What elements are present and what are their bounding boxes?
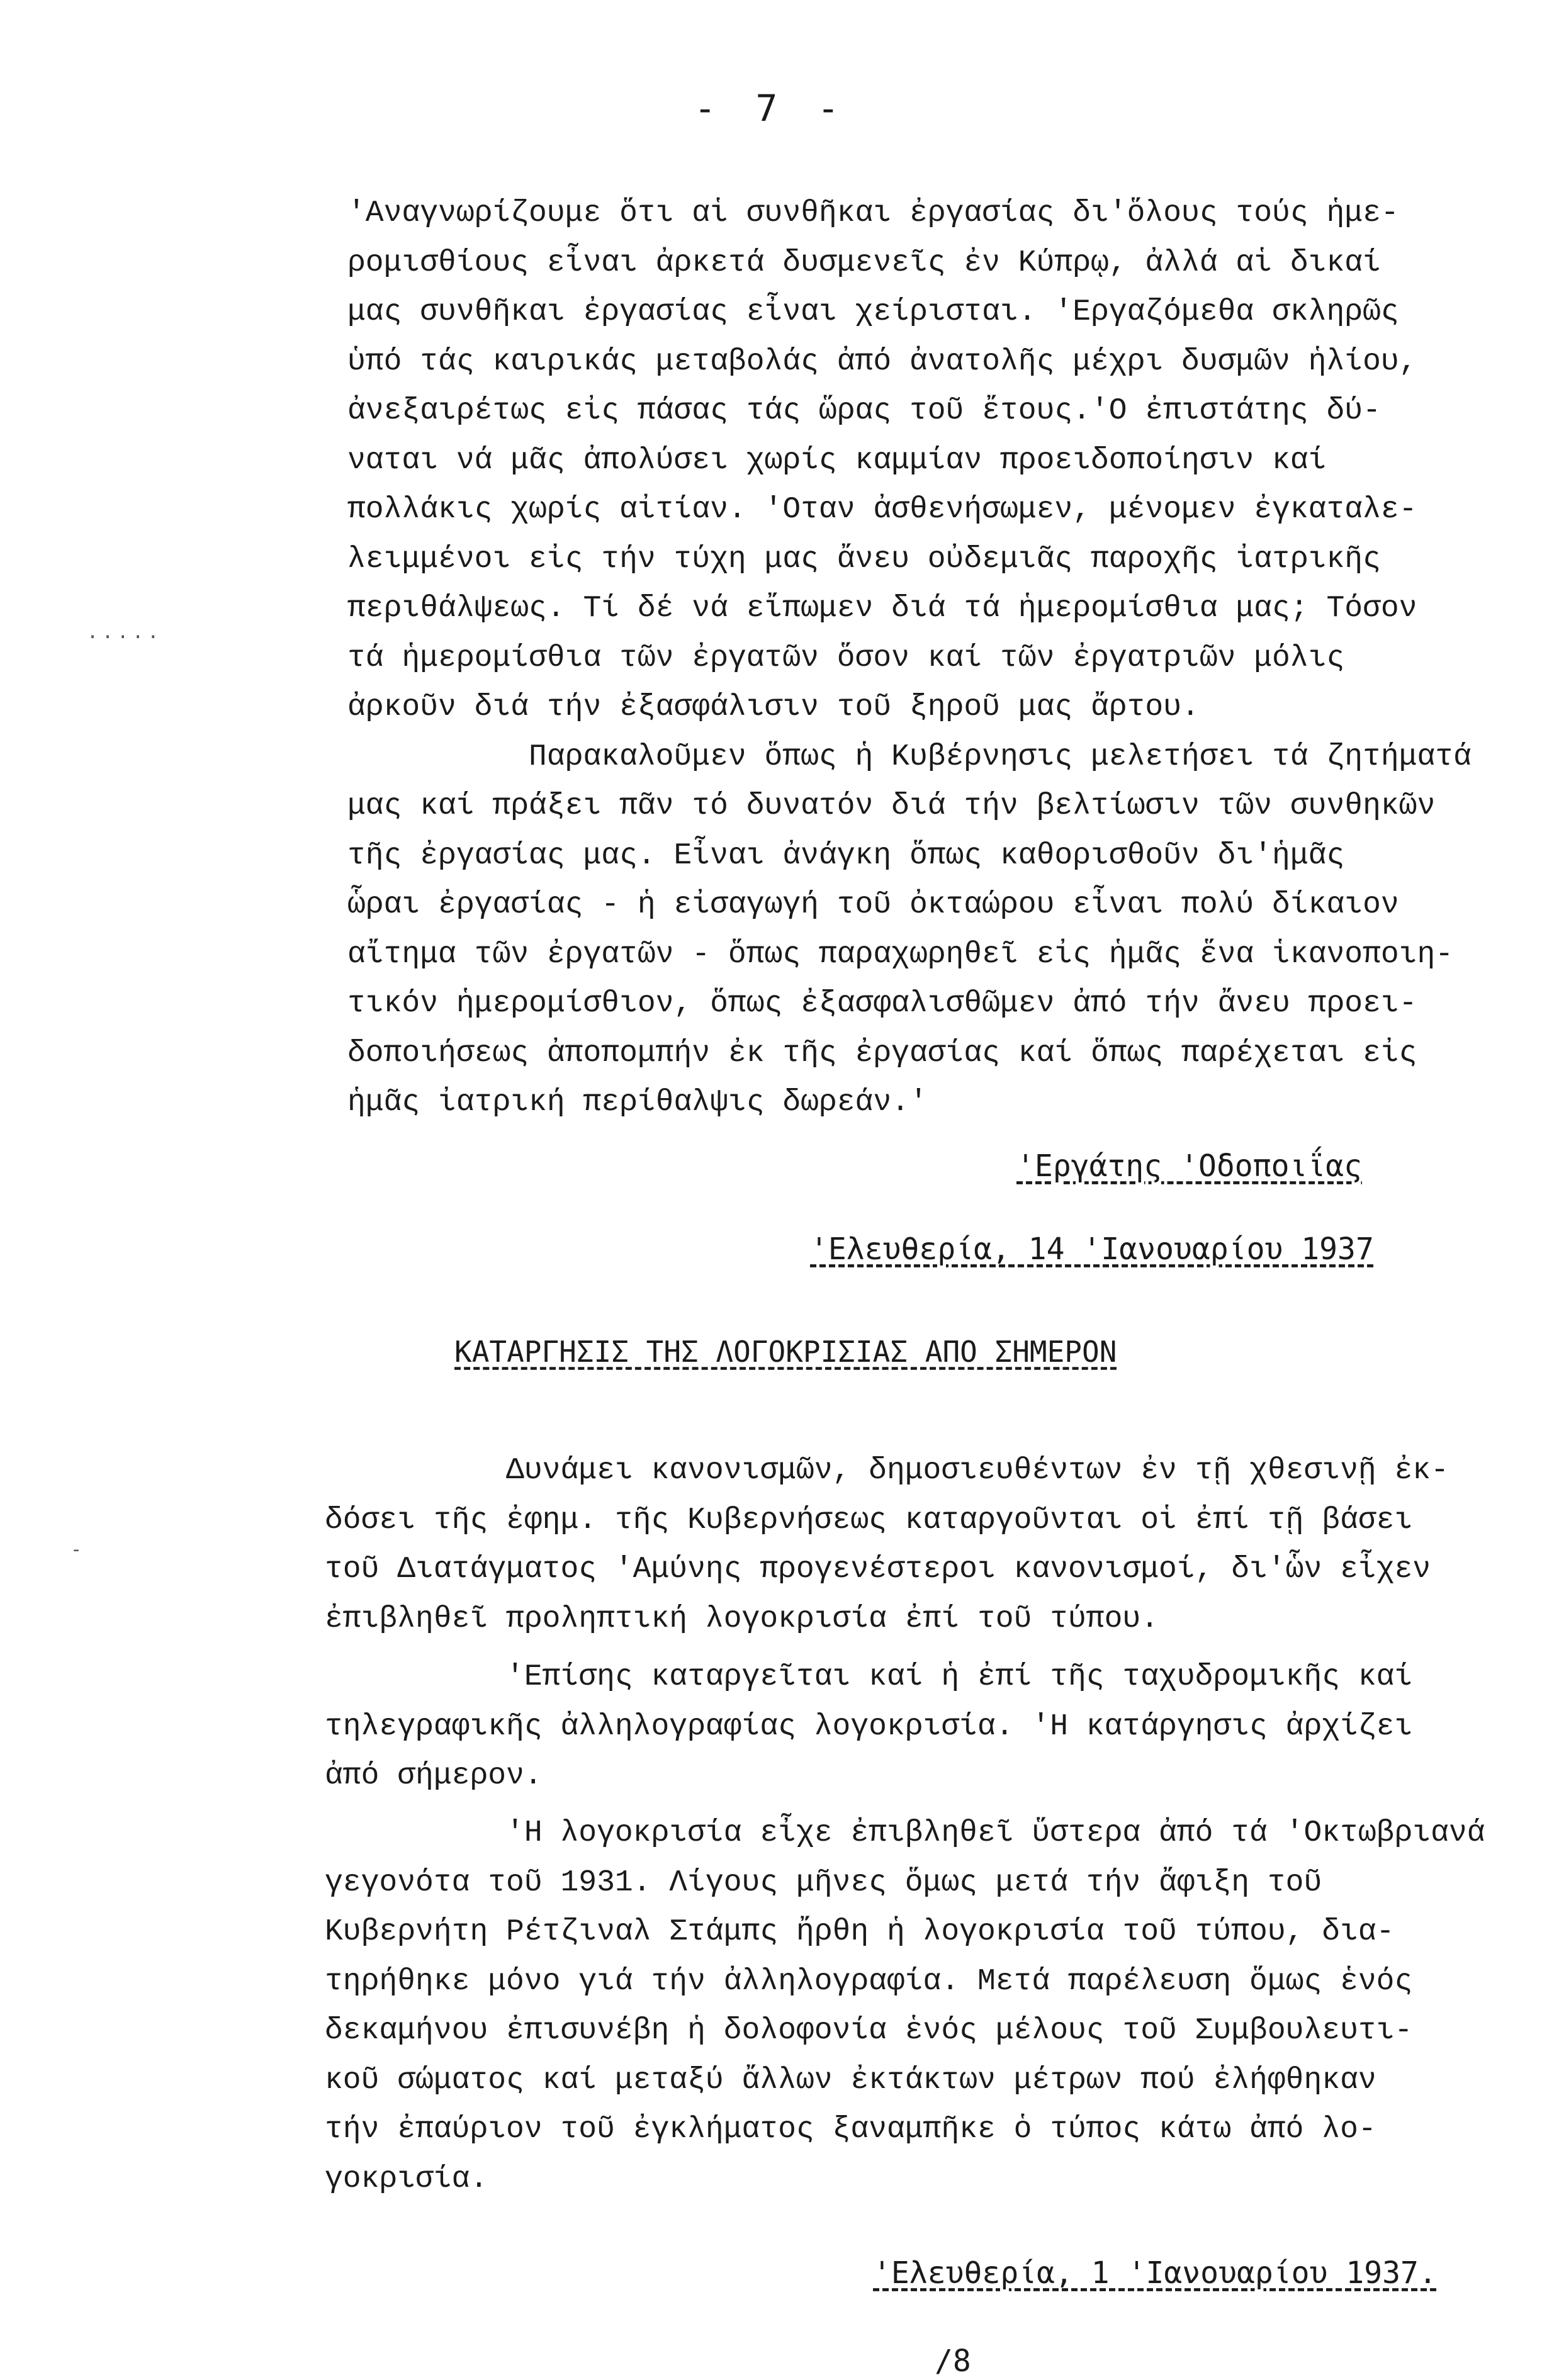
- text-line: δεκαμήνου ἐπισυνέβη ἡ δολοφονία ἑνός μέλους τοῦ Συμβουλευτι-: [325, 2014, 1413, 2048]
- text-line: ρομισθίους εἶναι ἀρκετά δυσμενεῖς ἐν Κύπρῳ, ἀλλά αἱ δικαί: [347, 245, 1381, 280]
- article2-paragraph-1: [325, 1446, 1449, 1644]
- text-line: ἐπιβληθεῖ προληπτική λογοκρισία ἐπί τοῦ τύπου.: [325, 1602, 1159, 1636]
- page-number: - 7 -: [694, 87, 848, 130]
- text-line: γεγονότα τοῦ 1931. Λίγους μῆνες ὅμως μετά τήν ἄφιξη τοῦ: [325, 1865, 1322, 1900]
- text-line: πολλάκις χωρίς αἰτίαν. 'Οταν ἀσθενήσωμεν, μένομεν ἐγκαταλε-: [347, 493, 1417, 527]
- margin-dots: .....: [87, 621, 163, 643]
- text-line: ἀρκοῦν διά τήν ἐξασφάλισιν τοῦ ξηροῦ μας ἄρτου.: [347, 690, 1200, 724]
- text-line: 'Επίσης καταργεῖται καί ἡ ἐπί τῆς ταχυδρομικῆς καί: [325, 1660, 1413, 1694]
- text-line: τικόν ἡμερομίσθιον, ὅπως ἐξασφαλισθῶμεν ἀπό τήν ἄνευ προει-: [347, 987, 1417, 1021]
- text-line: ἀπό σήμερον.: [325, 1759, 543, 1793]
- text-line: μας συνθῆκαι ἐργασίας εἶναι χείρισται. 'Εργαζόμεθα σκληρῶς: [347, 295, 1399, 329]
- text-line: αἴτημα τῶν ἐργατῶν - ὅπως παραχωρηθεῖ εἰς ἡμᾶς ἕνα ἱκανοποιη-: [347, 937, 1454, 972]
- article1-signature: 'Εργάτης 'Οδοποιΐας: [1016, 1148, 1363, 1184]
- footer-page-mark: /8: [935, 2344, 971, 2379]
- text-line: δοποιήσεως ἀποπομπήν ἐκ τῆς ἐργασίας καί ὅπως παρέχεται εἰς: [347, 1036, 1417, 1070]
- text-line: 'Η λογοκρισία εἶχε ἐπιβληθεῖ ὕστερα ἀπό τά 'Οκτωβριανά: [325, 1816, 1485, 1850]
- article1-source: 'Ελευθερία, 14 'Ιανουαρίου 1937: [810, 1232, 1374, 1267]
- text-line: τηλεγραφικῆς ἀλληλογραφίας λογοκρισία. 'Η κατάργησις ἀρχίζει: [325, 1709, 1413, 1744]
- text-line: τῆς ἐργασίας μας. Εἶναι ἀνάγκη ὅπως καθορισθοῦν δι'ἡμᾶς: [347, 838, 1345, 873]
- article1-body: [347, 189, 1472, 1128]
- text-line: γοκρισία.: [325, 2162, 488, 2196]
- article2-heading: ΚΑΤΑΡΓΗΣΙΣ ΤΗΣ ΛΟΓΟΚΡΙΣΙΑΣ ΑΠΟ ΣΗΜΕΡΟΝ: [454, 1335, 1117, 1369]
- text-line: τήν ἐπαύριον τοῦ ἐγκλήματος ξαναμπῆκε ὁ τύπος κάτω ἀπό λο-: [325, 2113, 1376, 2147]
- text-line: μας καί πράξει πᾶν τό δυνατόν διά τήν βελτίωσιν τῶν συνθηκῶν: [347, 789, 1436, 823]
- text-line: κοῦ σώματος καί μεταξύ ἄλλων ἐκτάκτων μέτρων πού ἐλήφθηκαν: [325, 2063, 1376, 2097]
- article2-paragraph-3: [325, 1809, 1485, 2204]
- text-line: Κυβερνήτη Ρέτζιναλ Στάμπς ἤρθη ἡ λογοκρισία τοῦ τύπου, δια-: [325, 1915, 1395, 1949]
- text-line: λειμμένοι εἰς τήν τύχη μας ἄνευ οὐδεμιᾶς παροχῆς ἰατρικῆς: [347, 542, 1381, 576]
- text-line: ναται νά μᾶς ἀπολύσει χωρίς καμμίαν προειδοποίησιν καί: [347, 443, 1327, 478]
- text-line: 'Αναγνωρίζουμε ὅτι αἱ συνθῆκαι ἐργασίας δι'ὅλους τούς ἡμε-: [347, 196, 1399, 230]
- text-line: τηρήθηκε μόνο γιά τήν ἀλληλογραφία. Μετά παρέλευση ὅμως ἑνός: [325, 1964, 1413, 1999]
- text-line: Δυνάμει κανονισμῶν, δημοσιευθέντων ἐν τῇ χθεσινῇ ἐκ-: [325, 1454, 1449, 1488]
- text-line: ἡμᾶς ἰατρική περίθαλψις δωρεάν.': [347, 1086, 928, 1120]
- text-line: ὧραι ἐργασίας - ἡ εἰσαγωγή τοῦ ὀκταώρου εἶναι πολύ δίκαιον: [347, 888, 1399, 922]
- text-line: Παρακαλοῦμεν ὅπως ἡ Κυβέρνησις μελετήσει τά ζητήματά: [347, 739, 1472, 774]
- article2-paragraph-2: [325, 1653, 1412, 1801]
- article2-source: 'Ελευθερία, 1 'Ιανουαρίου 1937.: [873, 2255, 1437, 2291]
- text-line: δόσει τῆς ἐφημ. τῆς Κυβερνήσεως καταργοῦνται οἱ ἐπί τῇ βάσει: [325, 1503, 1413, 1537]
- text-line: τά ἡμερομίσθια τῶν ἐργατῶν ὅσον καί τῶν ἐργατριῶν μόλις: [347, 641, 1345, 675]
- text-line: περιθάλψεως. Τί δέ νά εἴπωμεν διά τά ἡμερομίσθια μας; Τόσον: [347, 592, 1417, 626]
- text-line: ὑπό τάς καιρικάς μεταβολάς ἀπό ἀνατολῆς μέχρι δυσμῶν ἡλίου,: [347, 344, 1417, 379]
- text-line: τοῦ Διατάγματος 'Αμύνης προγενέστεροι κανονισμοί, δι'ὧν εἶχεν: [325, 1552, 1431, 1586]
- margin-dot: -: [70, 1539, 86, 1561]
- text-line: ἀνεξαιρέτως εἰς πάσας τάς ὥρας τοῦ ἔτους.'Ο ἐπιστάτης δύ-: [347, 394, 1381, 428]
